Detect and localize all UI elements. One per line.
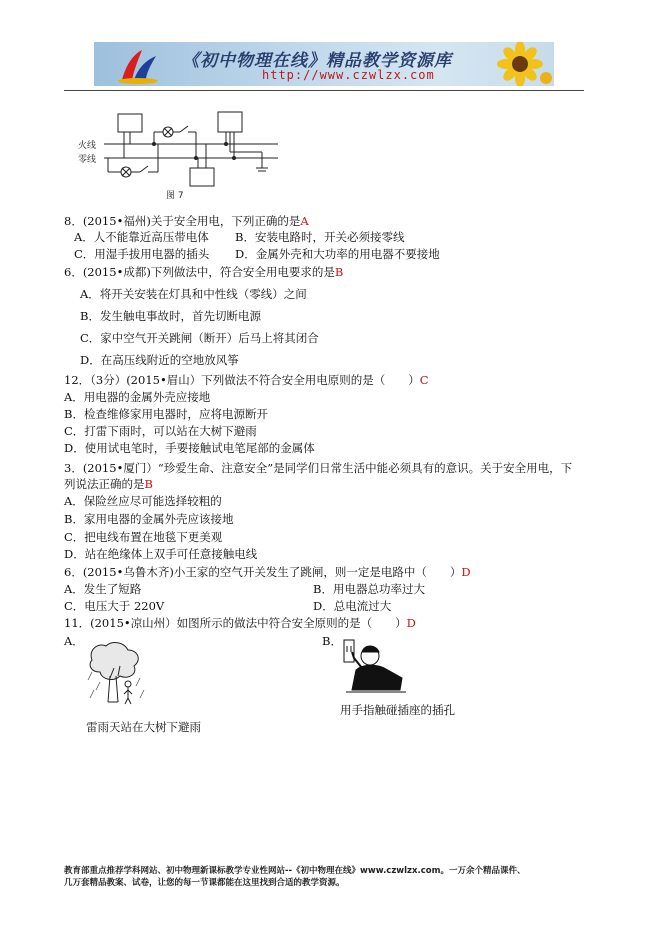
option-c: C．用湿手拔用电器的插头 [74, 247, 210, 261]
site-title: 《初中物理在线》精品教学资源库 [182, 51, 452, 71]
answer-label: B [334, 265, 344, 279]
figure-caption: 图 7 [166, 191, 184, 201]
site-url[interactable]: http://www.czwlzx.com [262, 68, 435, 82]
option-c: C．家中空气开关跳闸（断开）后马上将其闭合 [80, 331, 319, 345]
option-b: B．发生触电事故时，首先切断电源 [80, 309, 261, 323]
socket-touch-illustration-icon [342, 638, 408, 696]
option-a: A．人不能靠近高压带电体 [74, 230, 209, 244]
option-a: A．保险丝应尽可能选择较粗的 [64, 494, 222, 508]
question-stem: 12．（3分）(2015•眉山）下列做法不符合安全用电原则的是（ ）C [64, 373, 429, 387]
site-logo-icon [116, 46, 160, 84]
option-d: D．使用试电笔时，手要接触试电笔尾部的金属体 [64, 441, 315, 455]
question-stem-line1: 3．(2015•厦门）“珍爱生命、注意安全”是同学们日常生活中能必须具有的意识。关于安全用电，下 [64, 461, 573, 475]
footer-line-1: 教育部重点推荐学科网站、初中物理新课标教学专业性网站--《初中物理在线》www.czwlzx.com。一万余个精品课件、 [64, 866, 526, 876]
question-stem: 6．(2015•乌鲁木齐)小王家的空气开关发生了跳闸，则一定是电路中（ ）D [64, 565, 471, 579]
answer-label: A [300, 214, 309, 228]
question-stem: 8．(2015•福州)关于安全用电，下列正确的是A [64, 214, 309, 228]
option-a: A．将开关安装在灯具和中性线（零线）之间 [80, 287, 307, 301]
option-d: D．站在绝缘体上双手可任意接触电线 [64, 547, 258, 561]
question-stem: 6．(2015•成都)下列做法中，符合安全用电要求的是B [64, 265, 344, 279]
option-c: C．把电线布置在地毯下更美观 [64, 530, 223, 544]
option-d: D．总电流过大 [313, 599, 392, 613]
page-footer [64, 865, 624, 889]
circuit-diagram-figure7 [78, 108, 278, 203]
sunflower-icon [490, 42, 554, 86]
option-c: C．电压大于 220V [64, 599, 165, 613]
option-b: B．家用电器的金属外壳应该接地 [64, 512, 234, 526]
answer-label: D [461, 565, 471, 579]
tree-rain-illustration-icon [84, 640, 146, 706]
option-b: B．检查维修家用电器时，应将电源断开 [64, 407, 268, 421]
caption-a: 雷雨天站在大树下避雨 [86, 720, 201, 734]
question-stem-line2: 列说法正确的是B [64, 477, 153, 491]
option-a: A．用电器的金属外壳应接地 [64, 390, 211, 404]
header-divider [64, 90, 584, 91]
question-stem: 11．(2015•凉山州）如图所示的做法中符合安全原则的是（ ）D [64, 616, 416, 630]
neutral-wire-label: 零线 [78, 155, 97, 165]
header-banner [94, 42, 554, 86]
option-a-label: A． [64, 634, 84, 648]
answer-label: B [144, 477, 153, 491]
live-wire-label: 火线 [78, 141, 97, 151]
option-b-label: B． [322, 634, 342, 648]
option-c: C．打雷下雨时，可以站在大树下避雨 [64, 424, 257, 438]
footer-line-2: 几万套精品教案、试卷，让您的每一节课都能在这里找到合适的教学资源。 [64, 878, 345, 888]
option-d: D．金属外壳和大功率的用电器不要接地 [235, 247, 440, 261]
answer-label: D [406, 616, 416, 630]
option-a: A．发生了短路 [64, 582, 142, 596]
caption-b: 用手指触碰插座的插孔 [340, 703, 455, 717]
option-d: D．在高压线附近的空地放风筝 [80, 353, 239, 367]
option-b: B．用电器总功率过大 [313, 582, 425, 596]
answer-label: C [419, 373, 429, 387]
option-b: B．安装电路时，开关必须接零线 [235, 230, 405, 244]
